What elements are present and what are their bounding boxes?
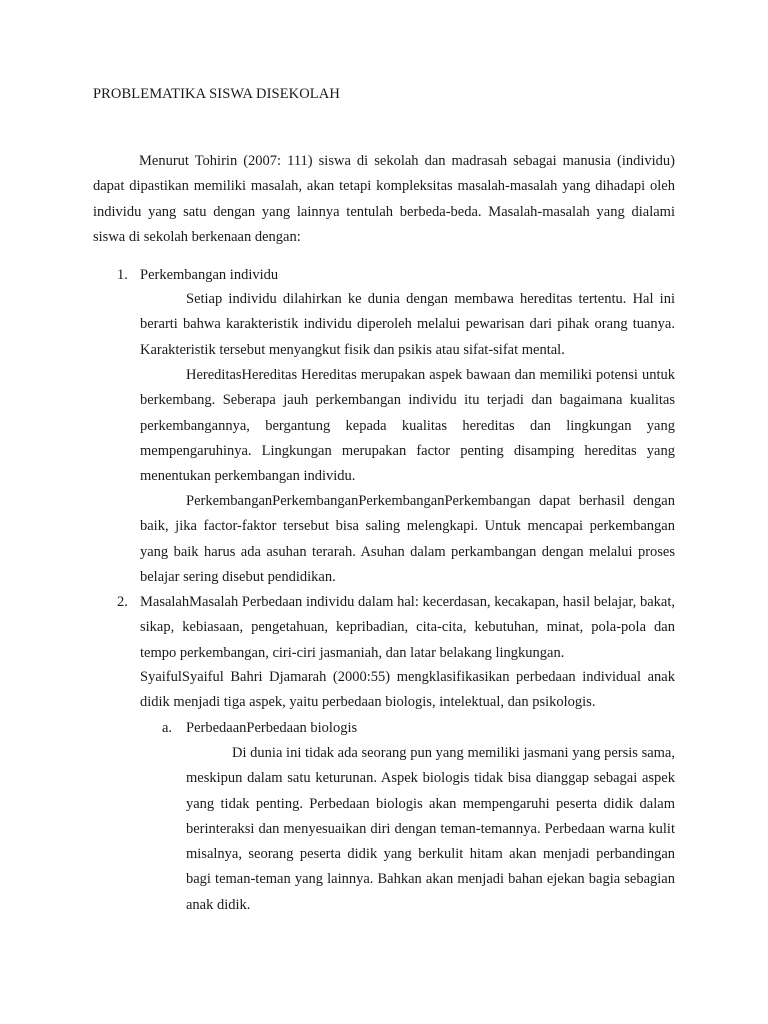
item-1-paragraph-2: HereditasHereditas Hereditas merupakan aspek bawaan dan memiliki potensi untuk berkembang. Seberapa jauh perkembangan individu itu terjadi dan bagaimana kualitas perkembangannya, bergantung kepada kualitas hereditas dan lingkungan yang mempengaruhinya. Lingkungan merupakan factor penting disamping hereditas yang menentukan perkembangan individu. xyxy=(140,367,675,485)
sublist-a-paragraph: Di dunia ini tidak ada seorang pun yang memiliki jasmani yang persis sama, meskipun dalam satu keturunan. Aspek biologis tidak bisa dianggap sebagai aspek yang tidak penting. Perbedaan biologis akan mempengaruhi peserta didik dalam berinteraksi dan menyesuaikan diri dengan teman-temannya. Perbedaan warna kulit misalnya, seorang peserta didik yang berkulit hitam akan menjadi perbandingan bagi teman-teman yang lainnya. Bahkan akan menjadi bahan ejekan bagia sebagian anak didik. xyxy=(186,745,675,913)
list-number-1: 1. xyxy=(117,267,128,283)
document-title: PROBLEMATIKA SISWA DISEKOLAH xyxy=(93,86,340,102)
list-number-2: 2. xyxy=(117,594,128,610)
intro-paragraph: Menurut Tohirin (2007: 111) siswa di sekolah dan madrasah sebagai manusia (individu) dapat dipastikan memiliki masalah, akan tetapi kompleksitas masalah-masalah yang dihadapi oleh individu yang satu dengan yang lainnya tentulah berbeda-beda. Masalah-masalah yang dialami siswa di sekolah berkenaan dengan: xyxy=(93,153,675,245)
sublist-heading-a: PerbedaanPerbedaan biologis xyxy=(186,720,358,736)
item-1-paragraph-3: PerkembanganPerkembanganPerkembanganPerkembangan dapat berhasil dengan baik, jika factor-faktor tersebut bisa saling melengkapi. Untuk mencapai perkembangan yang baik harus ada asuhan terarah. Asuhan dalam perkambangan dengan melalui proses belajar sering disebut pendidikan. xyxy=(140,493,675,585)
item-1-paragraph-1: Setiap individu dilahirkan ke dunia dengan membawa hereditas tertentu. Hal ini berarti bahwa karakteristik individu diperoleh melalui pewarisan dari pihak orang tuanya. Karakteristik tersebut menyangkut fisik dan psikis atau sifat-sifat mental. xyxy=(140,291,675,358)
item-2-paragraph-1: MasalahMasalah Perbedaan individu dalam hal: kecerdasan, kecakapan, hasil belajar, bakat, sikap, kebiasaan, pengetahuan, kepribadian, cita-cita, kebutuhan, minat, pola-pola dan tempo perkembangan, ciri-ciri jasmaniah, dan latar belakang lingkungan. xyxy=(140,594,675,661)
sublist-letter-a: a. xyxy=(162,720,173,736)
list-heading-1: Perkembangan individu xyxy=(140,267,279,283)
item-2-paragraph-2: SyaifulSyaiful Bahri Djamarah (2000:55) mengklasifikasikan perbedaan individual anak didik menjadi tiga aspek, yaitu perbedaan biologis, intelektual, dan psikologis. xyxy=(140,669,675,711)
